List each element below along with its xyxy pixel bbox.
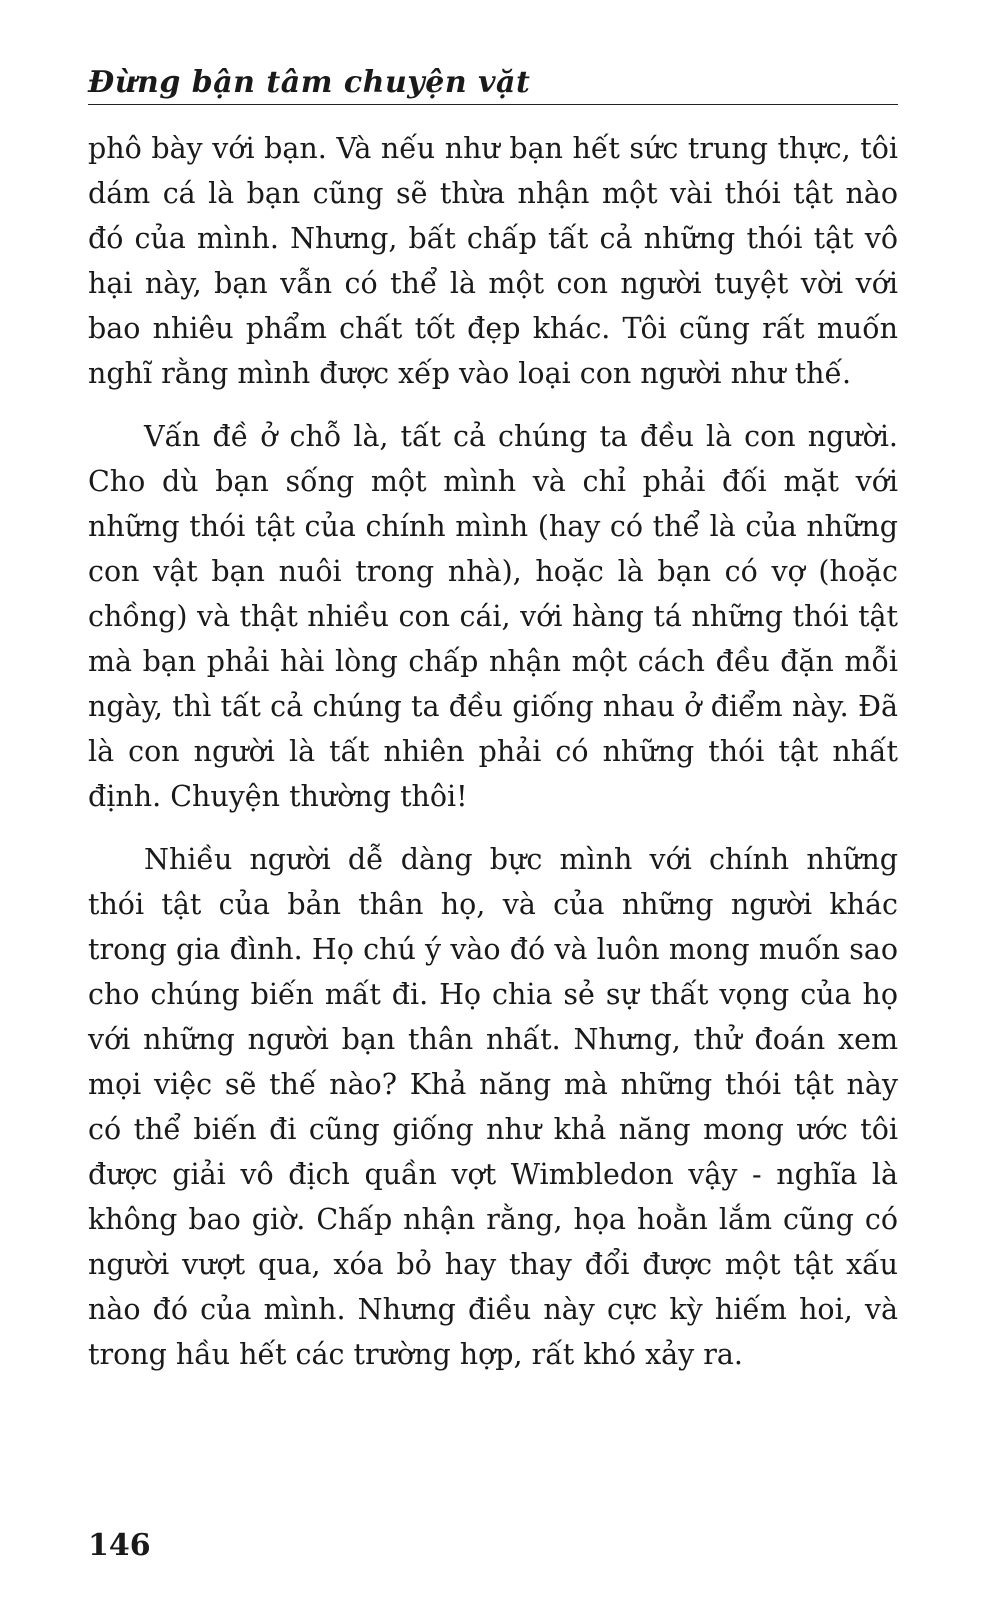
body-text [88, 126, 898, 1377]
paragraph: Nhiều người dễ dàng bực mình với chính những thói tật của bản thân họ, và của những người khác trong gia đình. Họ chú ý vào đó và luôn mong muốn sao cho chúng biến mất đi. Họ chia sẻ sự thất vọng của họ với những người bạn thân nhất. Nhưng, thử đoán xem mọi việc sẽ thế nào? Khả năng mà những thói tật này có thể biến đi cũng giống như khả năng mong ước tôi được giải vô địch quần vợt Wimbledon vậy - nghĩa là không bao giờ. Chấp nhận rằng, họa hoằn lắm cũng có người vượt qua, xóa bỏ hay thay đổi được một tật xấu nào đó của mình. Nhưng điều này cực kỳ hiếm hoi, và trong hầu hết các trường hợp, rất khó xảy ra. [88, 843, 898, 1371]
running-title: Đừng bận tâm chuyện vặt [88, 65, 531, 100]
page-number: 146 [88, 1528, 151, 1563]
paragraph: phô bày với bạn. Và nếu như bạn hết sức trung thực, tôi dám cá là bạn cũng sẽ thừa nhận một vài thói tật nào đó của mình. Nhưng, bất chấp tất cả những thói tật vô hại này, bạn vẫn có thể là một con người tuyệt vời với bao nhiêu phẩm chất tốt đẹp khác. Tôi cũng rất muốn nghĩ rằng mình được xếp vào loại con người như thế. [88, 132, 898, 390]
paragraph: Vấn đề ở chỗ là, tất cả chúng ta đều là con người. Cho dù bạn sống một mình và chỉ phải đối mặt với những thói tật của chính mình (hay có thể là của những con vật bạn nuôi trong nhà), hoặc là bạn có vợ (hoặc chồng) và thật nhiều con cái, với hàng tá những thói tật mà bạn phải hài lòng chấp nhận một cách đều đặn mỗi ngày, thì tất cả chúng ta đều giống nhau ở điểm này. Đã là con người là tất nhiên phải có những thói tật nhất định. Chuyện thường thôi! [88, 420, 898, 813]
running-header [88, 52, 898, 105]
